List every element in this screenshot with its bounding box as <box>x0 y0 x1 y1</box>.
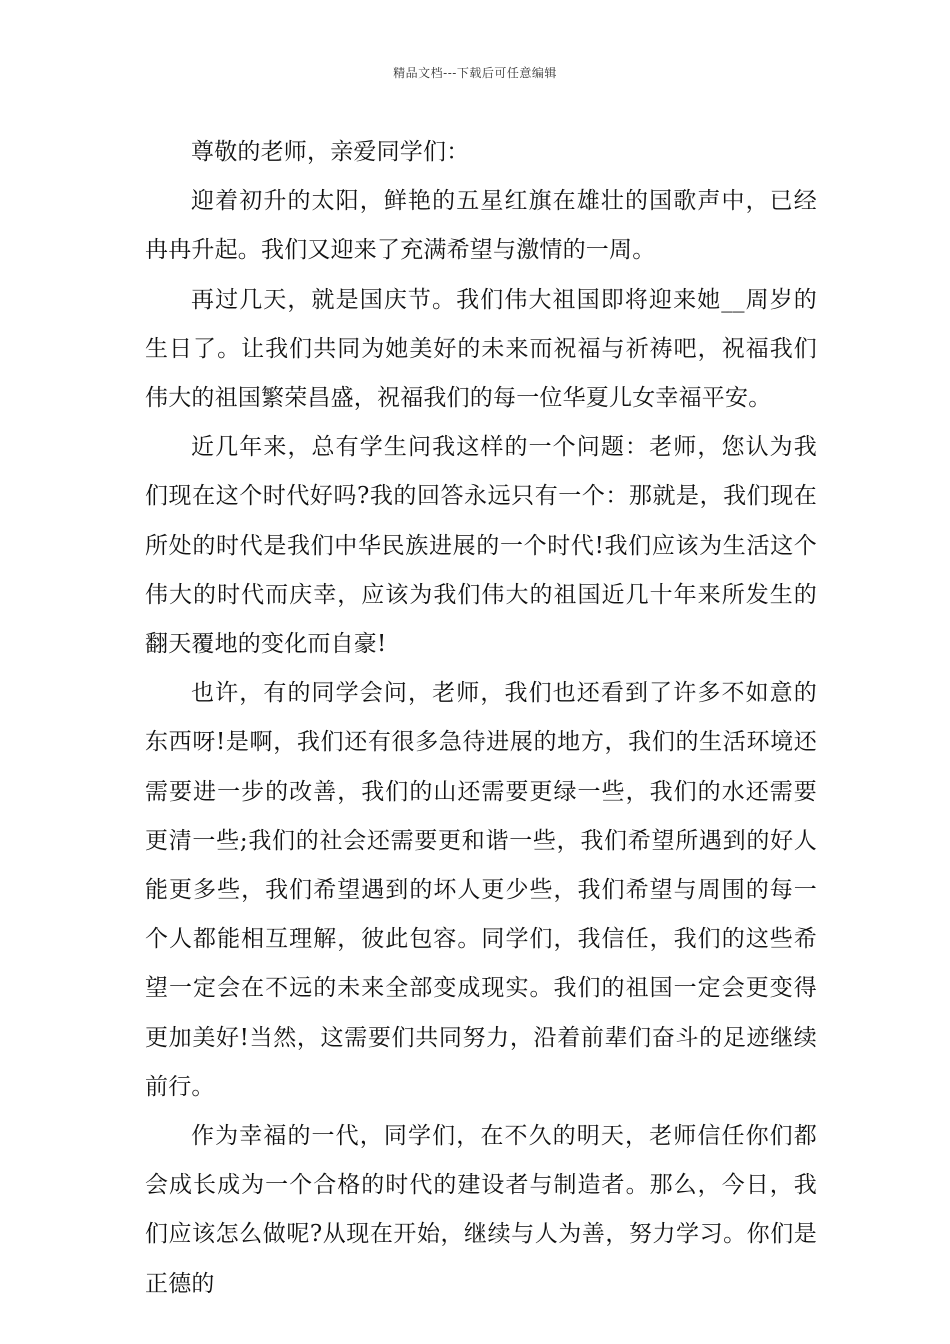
paragraph: 近几年来，总有学生问我这样的一个问题：老师，您认为我们现在这个时代好吗?我的回答永远只有一个：那就是，我们现在所处的时代是我们中华民族进展的一个时代!我们应该为生活这个伟大的时代而庆幸，应该为我们伟大的祖国近几十年来所发生的翻天覆地的变化而自豪! <box>145 434 817 658</box>
paragraph: 迎着初升的太阳，鲜艳的五星红旗在雄壮的国歌声中，已经冉冉升起。我们又迎来了充满希望与激情的一周。 <box>145 188 817 264</box>
paragraph-salutation: 尊敬的老师，亲爱同学们： <box>191 139 470 165</box>
page-header: 精品文档---下载后可任意编辑 <box>393 66 557 80</box>
paragraph: 再过几天，就是国庆节。我们伟大祖国即将迎来她__周岁的生日了。让我们共同为她美好的未来而祝福与祈祷吧，祝福我们伟大的祖国繁荣昌盛，祝福我们的每一位华夏儿女幸福平安。 <box>145 286 817 412</box>
document-body <box>145 128 817 1309</box>
paragraph: 也许，有的同学会问，老师，我们也还看到了许多不如意的东西呀!是啊，我们还有很多急待进展的地方，我们的生活环境还需要进一步的改善，我们的山还需要更绿一些，我们的水还需要更清一些;我们的社会还需要更和谐一些，我们希望所遇到的好人能更多些，我们希望遇到的坏人更少些，我们希望与周围的每一个人都能相互理解，彼此包容。同学们，我信任，我们的这些希望一定会在不远的未来全部变成现实。我们的祖国一定会更变得更加美好!当然，这需要们共同努力，沿着前辈们奋斗的足迹继续前行。 <box>145 680 817 1100</box>
paragraph: 作为幸福的一代，同学们，在不久的明天，老师信任你们都会成长成为一个合格的时代的建设者与制造者。那么，今日，我们应该怎么做呢?从现在开始，继续与人为善，努力学习。你们是正德的 <box>145 1123 817 1297</box>
